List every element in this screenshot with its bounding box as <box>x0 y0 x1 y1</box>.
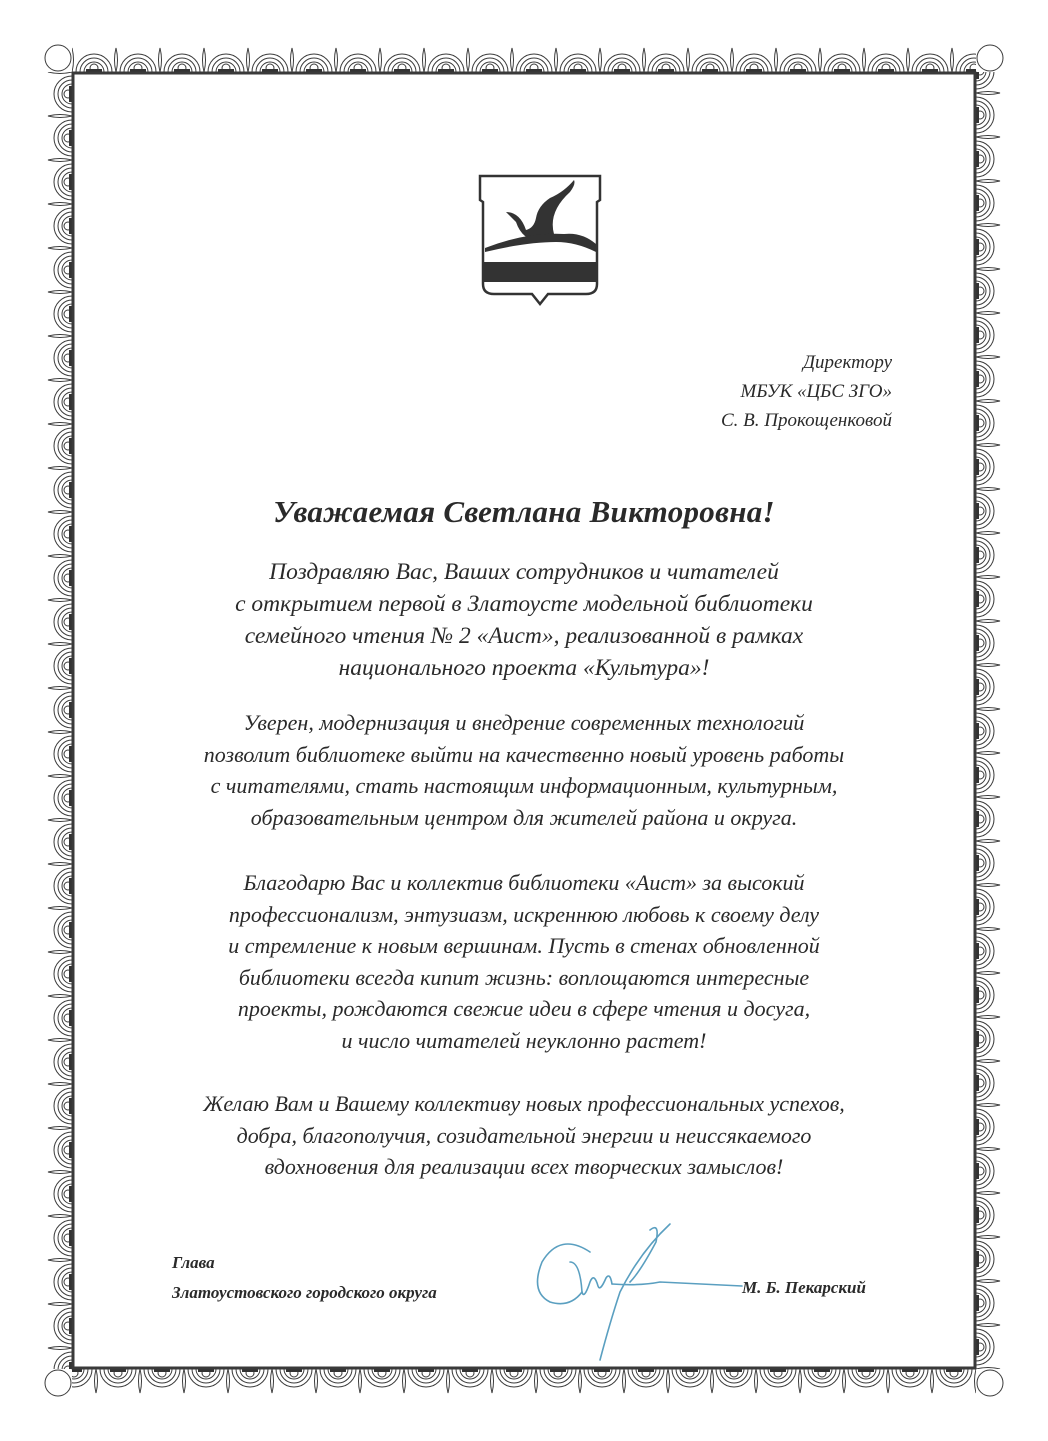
signatory-title-line: Златоустовского городского округа <box>172 1283 437 1302</box>
text-line: Благодарю Вас и коллектив библиотеки «Аист» за высокий <box>243 870 805 895</box>
text-line: национального проекта «Культура»! <box>338 655 710 681</box>
addressee-block <box>721 348 892 435</box>
text-line: семейного чтения № 2 «Аист», реализованной в рамках <box>244 623 804 649</box>
text-line: и число читателей неуклонно растет! <box>341 1027 707 1053</box>
text-line: образовательным центром для жителей района и округа. <box>250 804 798 830</box>
text-line: проекты, рождаются свежие идеи в сфере чтения и досуга, <box>237 996 811 1021</box>
text-line: Поздравляю Вас, Ваших сотрудников и читателей <box>269 559 779 585</box>
text-line: библиотеки всегда кипит жизнь: воплощаются интересные <box>238 964 810 990</box>
text-line: вдохновения для реализации всех творческих замыслов! <box>264 1154 784 1179</box>
text-line: позволит библиотеке выйти на качественно новый уровень работы <box>203 741 845 767</box>
text-line: с читателями, стать настоящим информационным, культурным, <box>210 773 838 798</box>
signatory-name: М. Б. Пекарский <box>742 1278 866 1297</box>
paragraph-congratulations <box>100 556 948 684</box>
greeting-heading: Уважаемая Светлана Викторовна! <box>273 494 775 529</box>
text-line: Уверен, модернизация и внедрение современных технологий <box>243 710 805 735</box>
city-coat-of-arms-emblem <box>476 172 604 312</box>
addressee-line: Директору <box>802 352 892 373</box>
addressee-line: С. В. Прокощенковой <box>721 410 892 431</box>
text-line: добра, благополучия, созидательной энергии и неиссякаемого <box>236 1122 812 1148</box>
text-line: с открытием первой в Златоусте модельной библиотеки <box>235 591 813 617</box>
paragraph-modernization <box>100 707 948 833</box>
paragraph-gratitude <box>100 867 948 1056</box>
paragraph-wishes <box>100 1088 948 1183</box>
text-line: и стремление к новым вершинам. Пусть в стенах обновленной <box>228 933 820 958</box>
handwritten-signature <box>520 1222 750 1362</box>
text-line: профессионализм, энтузиазм, искреннюю любовь к своему делу <box>228 901 820 927</box>
addressee-line: МБУК «ЦБС ЗГО» <box>740 381 892 402</box>
text-line: Желаю Вам и Вашему коллективу новых профессиональных успехов, <box>203 1091 845 1116</box>
signatory-title <box>172 1248 437 1308</box>
signatory-title-line: Глава <box>172 1253 215 1272</box>
